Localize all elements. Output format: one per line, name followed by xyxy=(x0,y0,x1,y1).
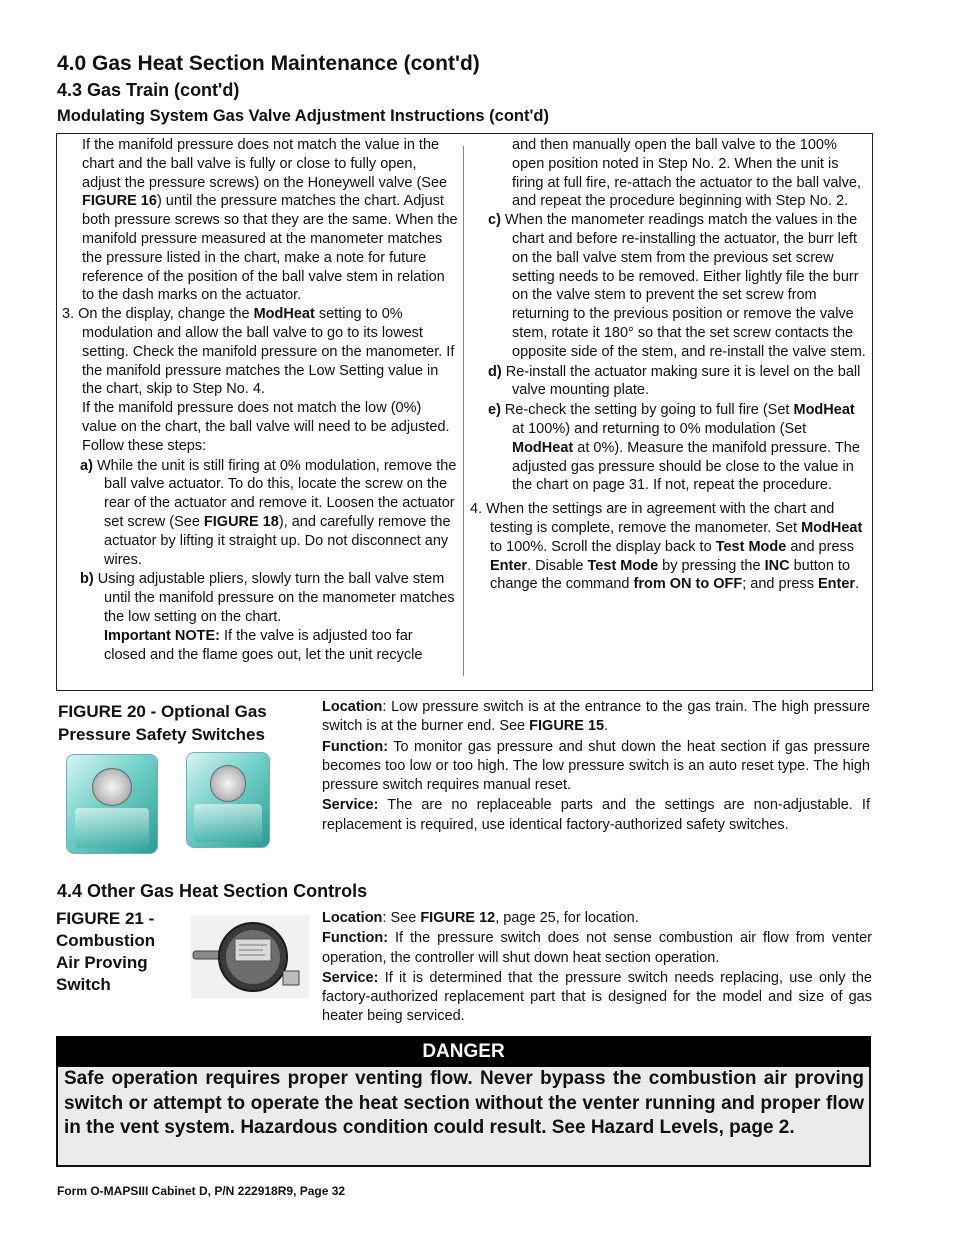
substep-e: e) Re-check the setting by going to full fire (Set ModHeat at 100%) and returning to 0% modulation (Set ModHeat at 0%). Measure the manifold pressure. The adjusted gas pressure should be close to the value in the chart on page 31. If not, repeat the procedure. xyxy=(488,402,860,494)
subsection-title: 4.3 Gas Train (cont'd) xyxy=(57,80,240,100)
important-note: Important NOTE: If the valve is adjusted too far closed and the flame goes out, let the unit recycle xyxy=(104,627,423,663)
figure-20-location: Location: Low pressure switch is at the entrance to the gas train. The high pressure switch is at the burner end. See FIGURE 15. xyxy=(322,699,870,735)
step-4: 4. When the settings are in agreement with the chart and testing is complete, remove the manometer. Set ModHeat to 100%. Scroll the display back to Test Mode and press Enter. Disable Test Mode by pressing the INC button to change the command from ON to OFF; and press Enter. xyxy=(470,501,863,593)
step-3-followup: If the manifold pressure does not match the low (0%) value on the chart, the ball valve will need to be adjusted. Follow these steps: xyxy=(82,400,450,454)
figure-20-caption: FIGURE 20 - Optional Gas Pressure Safety Switches xyxy=(58,702,267,744)
column-divider xyxy=(463,146,464,676)
danger-text: Safe operation requires proper venting flow. Never bypass the combustion air proving switch or attempt to operate the heat section without the venter running and proper flow in the vent system. Hazardous condition could result. See Hazard Levels, page 2. xyxy=(64,1068,864,1138)
instructions-right-column xyxy=(470,136,870,594)
step-3: 3. On the display, change the ModHeat setting to 0% modulation and allow the ball valve to go to its lowest setting. Check the manifold pressure on the manometer. If the manifold pressure matches the Low Setting value in the chart, skip to Step No. 4. xyxy=(62,306,455,398)
substep-d: d) Re-install the actuator making sure it is level on the ball valve mounting plate. xyxy=(488,363,861,399)
substep-b-continued: and then manually open the ball valve to the 100% open position noted in Step No. 2. When the unit is firing at full fire, re-attach the actuator to the ball valve, and repeat the procedure beginning with Step No. 2. xyxy=(512,137,861,210)
figure-21-service: Service: If it is determined that the pressure switch needs replacing, use only the factory-authorized replacement part that is designed for the model and size of gas heater being serviced. xyxy=(322,969,872,1025)
section-4-4-title: 4.4 Other Gas Heat Section Controls xyxy=(57,881,368,901)
substep-a: a) While the unit is still firing at 0% modulation, remove the ball valve actuator. To do this, locate the screw on the rear of the actuator and remove it. Loosen the actuator set screw (See FIGURE 18), and carefully remove the actuator by lifting it straight up. Do not disconnect any wires. xyxy=(80,457,457,568)
figure-20-description xyxy=(322,698,870,836)
page-title: 4.0 Gas Heat Section Maintenance (cont'd) xyxy=(57,52,480,75)
substep-b: b) Using adjustable pliers, slowly turn the ball valve stem until the manifold pressure on the manometer matches the low setting on the chart. xyxy=(80,571,455,625)
paragraph-manifold-adjust: If the manifold pressure does not match the value in the chart and the ball valve is fully or close to fully open, adjust the pressure screws) on the Honeywell valve (See FIGURE 16) until the pressure matches the chart. Adjust both pressure screws so that they are the same. When the manifold pressure measured at the manometer matches the pressure listed in the chart, make a note for future reference of the position of the ball valve stem in relation to the dash marks on the actuator. xyxy=(82,137,458,304)
figure-20-service: Service: The are no replaceable parts and the settings are non-adjustable. If replacement is required, use identical factory-authorized safety switches. xyxy=(322,797,870,833)
danger-heading: DANGER xyxy=(56,1036,871,1067)
figure-20-function: Function: To monitor gas pressure and shut down the heat section if gas pressure becomes too low or too high. The low pressure switch is an auto reset type. The high pressure switch requires manual reset. xyxy=(322,738,870,794)
low-gas-pressure-switch-image xyxy=(66,754,158,854)
substep-c: c) When the manometer readings match the values in the chart and before re-installing the actuator, the burr left on the ball valve stem from the previous set screw setting needs to be removed. Either lightly file the burr on the valve stem to prevent the set screw from returning to the previous position or remove the valve stem, rotate it 180° so that the set screw contacts the opposite side of the stem, and re-install the valve stem. xyxy=(488,212,866,360)
high-gas-pressure-switch-image xyxy=(186,752,270,848)
figure-21-location: Location: See FIGURE 12, page 25, for location. xyxy=(322,910,639,926)
figure-21-function: Function: If the pressure switch does not sense combustion air flow from venter operation, the controller will shut down heat section operation. xyxy=(322,930,872,966)
air-proving-switch-image xyxy=(191,915,309,999)
figure-21-caption: FIGURE 21 - Combustion Air Proving Switch xyxy=(56,909,156,994)
figure-21-description xyxy=(322,909,872,1028)
instructions-left-column xyxy=(62,136,458,664)
page-footer: Form O-MAPSIII Cabinet D, P/N 222918R9, Page 32 xyxy=(57,1184,346,1198)
section-title: Modulating System Gas Valve Adjustment Instructions (cont'd) xyxy=(57,107,549,125)
